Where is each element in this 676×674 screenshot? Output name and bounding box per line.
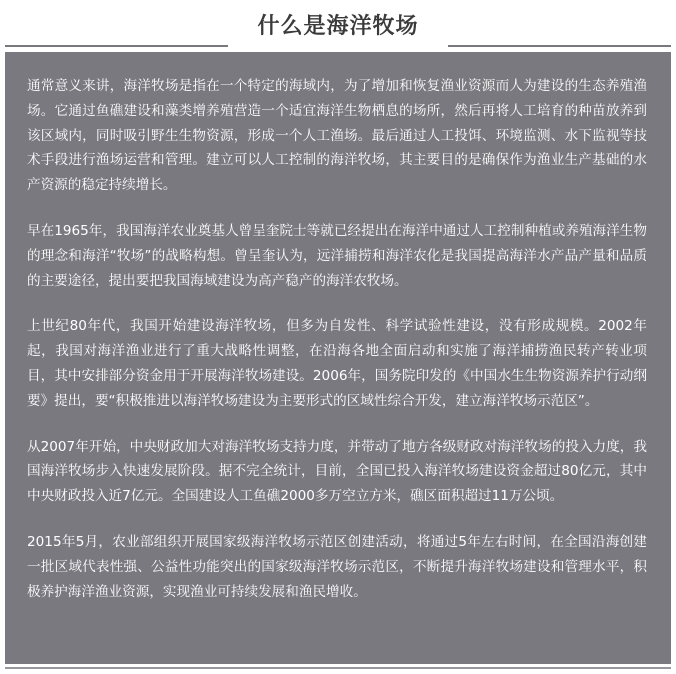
title-bar: [0, 0, 676, 50]
paragraph-2007-funding: 从2007年开始，中央财政加大对海洋牧场支持力度，并带动了地方各级财政对海洋牧场的投入力度，我国海洋牧场步入快速发展阶段。据不完全统计，目前，全国已投入海洋牧场建设资金超过80亿元，其中中央财政投入近7亿元。全国建设人工鱼礁2000多万空立方米，礁区面积超过11万公顷。: [27, 438, 647, 505]
paragraph-definition: 通常意义来讲，海洋牧场是指在一个特定的海域内，为了增加和恢复渔业资源而人为建设的生态养殖渔场。它通过鱼礁建设和藻类增养殖营造一个适宜海洋生物栖息的场所，然后再将人工培育的种苗放养到该区域内，同时吸引野生生物资源，形成一个人工渔场。最后通过人工投饵、环境监测、水下监视等技术手段进行渔场运营和管理。建立可以人工控制的海洋牧场，其主要目的是确保作为渔业生产基础的水产资源的稳定持续增长。: [27, 78, 647, 194]
bottom-divider: [5, 667, 671, 669]
paragraph-1965-history: 早在1965年，我国海洋农业奠基人曾呈奎院士等就已经提出在海洋中通过人工控制种植或养殖海洋生物的理念和海洋“牧场”的战略构想。曾呈奎认为，远洋捕捞和海洋农化是我国提高海洋水产品产量和品质的主要途径，提出要把我国海域建设为高产稳产的海洋农牧场。: [27, 222, 647, 289]
page-title: 什么是海洋牧场: [257, 13, 419, 39]
title-tab: [228, 0, 448, 48]
article-panel: [5, 52, 671, 664]
paragraph-2015-demonstration: 2015年5月，农业部组织开展国家级海洋牧场示范区创建活动，将通过5年左右时间，在全国沿海创建一批区域代表性强、公益性功能突出的国家级海洋牧场示范区，不断提升海洋牧场建设和管理水平，积极养护海洋渔业资源，实现渔业可持续发展和渔民增收。: [27, 533, 647, 600]
paragraph-1980s-development: 上世纪80年代，我国开始建设海洋牧场，但多为自发性、科学试验性建设，没有形成规模。2002年起，我国对海洋渔业进行了重大战略性调整，在沿海各地全面启动和实施了海洋捕捞渔民转产转业项目，其中安排部分资金用于开展海洋牧场建设。2006年，国务院印发的《中国水生生物资源养护行动纲要》提出，要“积极推进以海洋牧场建设为主要形式的区域性综合开发，建立海洋牧场示范区”。: [27, 318, 647, 409]
